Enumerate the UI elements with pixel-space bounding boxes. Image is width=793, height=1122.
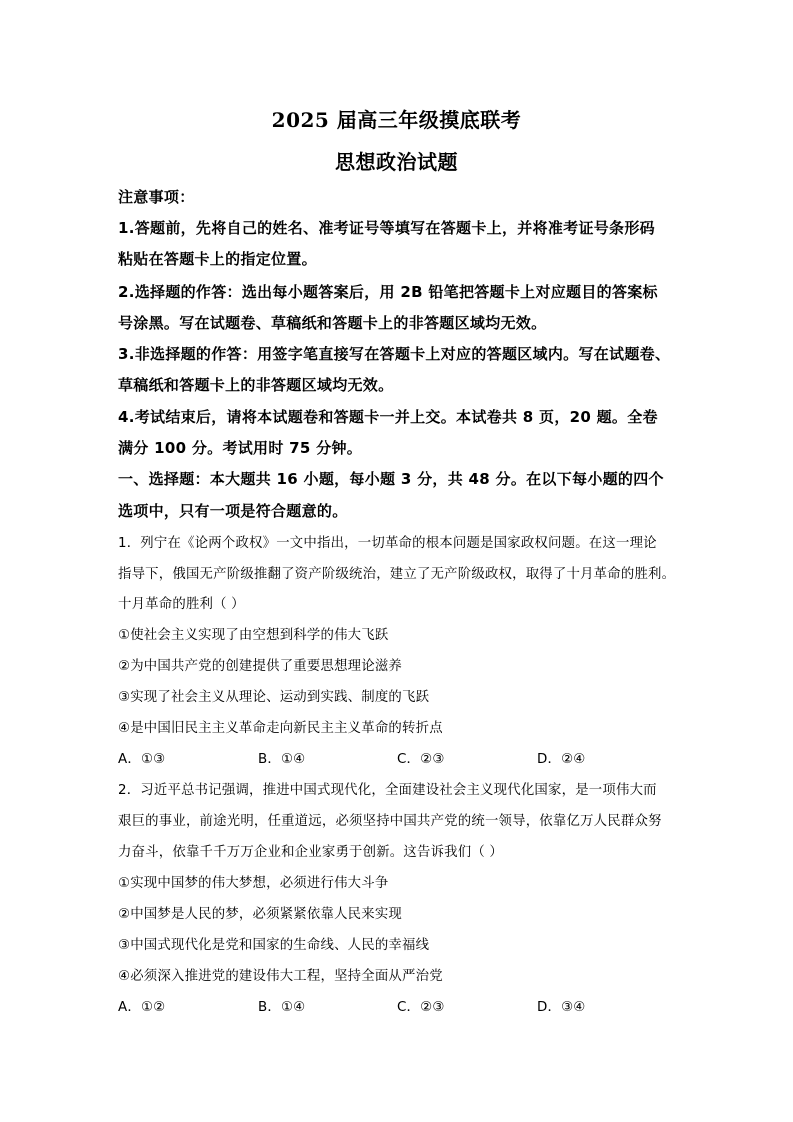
- notice-heading: 注意事项：: [118, 188, 195, 206]
- question-2-item: ④必须深入推进党的建设伟大工程，坚持全面从严治党: [118, 969, 443, 984]
- question-1-item: ④是中国旧民主主义革命走向新民主主义革命的转折点: [118, 721, 443, 736]
- question-2-stem: 力奋斗，依靠千千万万企业和企业家勇于创新。这告诉我们（ ）: [118, 845, 503, 860]
- question-2-item: ②中国梦是人民的梦，必须紧紧依靠人民来实现: [118, 907, 403, 922]
- question-1-stem: 1．列宁在《论两个政权》一文中指出，一切革命的根本问题是国家政权问题。在这一理论: [118, 536, 657, 551]
- question-1-options: [118, 748, 680, 768]
- option-c: C．②③: [397, 752, 445, 767]
- option-b: B．①④: [258, 752, 306, 767]
- notice-line: 粘贴在答题卡上的指定位置。: [118, 250, 317, 268]
- notice-line: 3.非选择题的作答：用签字笔直接写在答题卡上对应的答题区域内。写在试题卷、: [118, 345, 671, 363]
- notice-line: 号涂黑。写在试题卷、草稿纸和答题卡上的非答题区域均无效。: [118, 314, 547, 332]
- exam-title: 2025 届高三年级摸底联考: [271, 108, 522, 132]
- question-1-stem: 指导下，俄国无产阶级推翻了资产阶级统治，建立了无产阶级政权，取得了十月革命的胜利。: [118, 567, 676, 582]
- option-b: B．①④: [258, 1000, 306, 1015]
- notice-line: 4.考试结束后，请将本试题卷和答题卡一并上交。本试卷共 8 页，20 题。全卷: [118, 408, 658, 426]
- section-heading: 选项中，只有一项是符合题意的。: [118, 502, 348, 520]
- question-2-item: ①实现中国梦的伟大梦想，必须进行伟大斗争: [118, 876, 389, 891]
- question-2-options: [118, 996, 680, 1016]
- question-2-stem: 2．习近平总书记强调，推进中国式现代化，全面建设社会主义现代化国家，是一项伟大而: [118, 783, 657, 798]
- notice-line: 草稿纸和答题卡上的非答题区域均无效。: [118, 376, 394, 394]
- option-a: A．①②: [118, 1000, 166, 1015]
- option-a: A．①③: [118, 752, 166, 767]
- question-2-item: ③中国式现代化是党和国家的生命线、人民的幸福线: [118, 938, 430, 953]
- question-2-stem: 艰巨的事业，前途光明，任重道远，必须坚持中国共产党的统一领导，依靠亿万人民群众努: [118, 814, 662, 829]
- option-c: C．②③: [397, 1000, 445, 1015]
- question-1-item: ③实现了社会主义从理论、运动到实践、制度的飞跃: [118, 690, 430, 705]
- question-1-stem: 十月革命的胜利（ ）: [118, 597, 245, 612]
- exam-subtitle: 思想政治试题: [335, 150, 458, 174]
- question-1-item: ②为中国共产党的创建提供了重要思想理论滋养: [118, 659, 403, 674]
- notice-line: 2.选择题的作答：选出每小题答案后，用 2B 铅笔把答题卡上对应题目的答案标: [118, 283, 658, 301]
- question-1-item: ①使社会主义实现了由空想到科学的伟大飞跃: [118, 628, 389, 643]
- notice-line: 1.答题前，先将自己的姓名、准考证号等填写在答题卡上，并将准考证号条形码: [118, 219, 655, 237]
- option-d: D．②④: [537, 752, 586, 767]
- section-heading: 一、选择题：本大题共 16 小题，每小题 3 分，共 48 分。在以下每小题的四个: [118, 470, 664, 488]
- notice-line: 满分 100 分。考试用时 75 分钟。: [118, 439, 363, 457]
- option-d: D．③④: [537, 1000, 586, 1015]
